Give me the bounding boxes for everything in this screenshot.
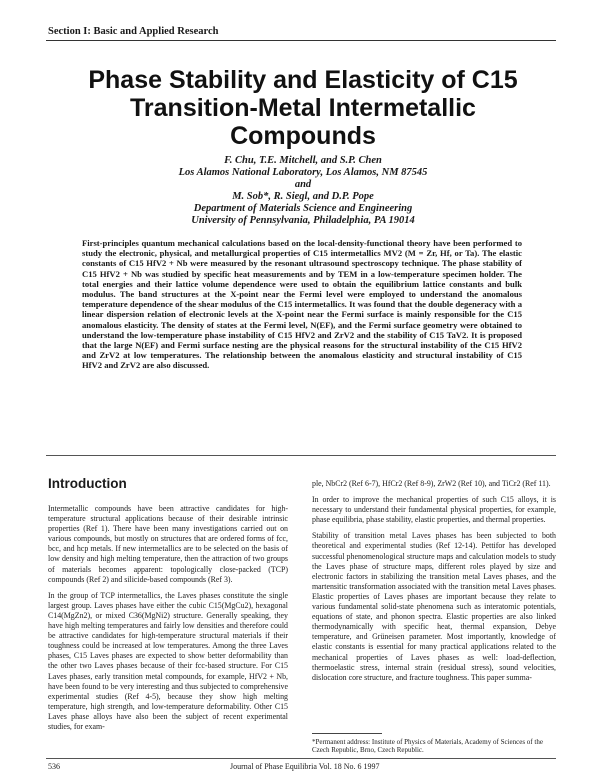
- paragraph: Stability of transition metal Laves phases has been subjected to both theoretical and experimental studies (Ref 12-14). Pettifor has developed successful phenomenological structure maps and calculation models to study the Laves phase of structure maps, different roles played by size and electronic factors in stabilizing the transition metal Laves phases, and the martensitic transformation associated with the transition metal Laves phases. Elastic properties of Laves phases are important because they relate to various fundamental solid-state phenomena such as interatomic potentials, equations of state, and phonon spectra. Elastic properties are also linked thermodynamically with specific heat, thermal expansion, Debye temperature, and Grüneisen parameter. Most importantly, knowledge of elastic constants is essential for many practical applications related to the mechanical properties of Laves phases as well: load-deflection, thermoelastic stress, internal strain (residual stress), sound velocities, dislocation core structure, and fracture toughness. This paper summa-: [312, 531, 556, 682]
- footnote: *Permanent address: Institute of Physics of Materials, Academy of Sciences of the Czech Republic, Brno, Czech Republic.: [312, 738, 543, 755]
- affiliation-line-1: Los Alamos National Laboratory, Los Alamos, NM 87545: [178, 167, 428, 178]
- paper-title: Phase Stability and Elasticity of C15 Transition-Metal Intermetallic Compounds: [88, 66, 518, 150]
- author-connector: and: [294, 179, 312, 190]
- author-line-2: M. Sob*, R. Siegl, and D.P. Pope: [232, 191, 374, 202]
- section-heading-introduction: Introduction: [48, 476, 127, 491]
- paragraph: In the group of TCP intermetallics, the Laves phases constitute the single largest group. Laves phases have either the cubic C15(MgCu2), hexagonal C14(MgZn2), or mixed C36(MgNi2) structure. Generally speaking, they have high melting temperatures and fairly low densities and therefore could be attractive candidates for high-temperature structural materials if their toughness could be increased at low temperatures. Among the three Laves phases, C15 Laves phases are expected to show better deformability than the other two Laves phases because of their fcc-based structure. For C15 Laves phases, early transition metal compounds, for example, HfV2 + Nb, have been found to be very interesting and thus subjected to comprehensive experimental studies (Ref 4-5), because they show high melting temperature, high strength, and low-temperature deformability. Other C15 Laves phase alloys have also been the subject of recent experimental studies, for exam-: [48, 590, 288, 731]
- body-column-left: [48, 504, 288, 738]
- author-block: [60, 155, 546, 227]
- affiliation-line-2: Department of Materials Science and Engineering: [193, 203, 413, 214]
- author-line-1: F. Chu, T.E. Mitchell, and S.P. Chen: [224, 155, 382, 166]
- paragraph: ple, NbCr2 (Ref 6-7), HfCr2 (Ref 8-9), ZrW2 (Ref 10), and TiCr2 (Ref 11).: [312, 479, 551, 488]
- paragraph: In order to improve the mechanical properties of such C15 alloys, it is necessary to understand their fundamental physical properties, for example, phase equilibria, phase stability, elastic properties, and thermal properties.: [312, 495, 556, 525]
- abstract-divider: [46, 455, 556, 456]
- footnote-rule: [312, 733, 382, 734]
- journal-citation: Journal of Phase Equilibria Vol. 18 No. 6 1997: [230, 762, 380, 771]
- header-rule: [46, 40, 556, 41]
- abstract: First-principles quantum mechanical calculations based on the local-density-functional theory have been performed to study the electronic, physical, and metallurgical properties of C15 intermetallics MV2 (M = Zr, Hf, or Ta). The elastic constants of C15 HfV2 + Nb were measured by the resonant ultrasound spectroscopy technique. The phase stability of C15 HfV2 + Nb was studied by specific heat measurements and by TEM in a low-temperature specimen holder. The total energies and their lattice volume dependence were used to obtain the equilibrium lattice constants and bulk modulus. The band structures at the X-point near the Fermi level were employed to understand the anomalous temperature dependence of the shear modulus of the C15 intermetallics. It was found that the double degeneracy with a linear dispersion relation of electronic levels at the X-point near the Fermi surface is mainly responsible for the C15 anomalous elasticity. The density of states at the Fermi level, N(EF), and the Fermi surface geometry were obtained to understand the low-temperature phase instability of C15 HfV2 and ZrV2 and the stability of C15 TaV2. It is proposed that the large N(EF) and Fermi surface nesting are the physical reasons for the structural instability of the C15 HfV2 and ZrV2 at low temperatures. The relationship between the anomalous elasticity and structural instability of C15 HfV2 and ZrV2 are also discussed.: [82, 238, 522, 371]
- section-label: Section I: Basic and Applied Research: [48, 26, 219, 37]
- paragraph: Intermetallic compounds have been attractive candidates for high-temperature structural applications because of their desirable intrinsic properties (Ref 1). There have been many investigations carried out on various compounds, but mostly on structures that are ordered forms of fcc, bcc, and hcp metals. If new intermetallics are to be selected on the basis of low density and high melting temperature, then the attraction of two groups of materials becomes apparent: topologically close-packed (TCP) compounds (Ref 2) and silicide-based compounds (Ref 3).: [48, 504, 288, 584]
- footer-rule: [46, 758, 556, 759]
- affiliation-line-3: University of Pennsylvania, Philadelphia, PA 19014: [191, 215, 415, 226]
- body-column-right: [312, 479, 556, 689]
- page-number: 536: [48, 762, 60, 771]
